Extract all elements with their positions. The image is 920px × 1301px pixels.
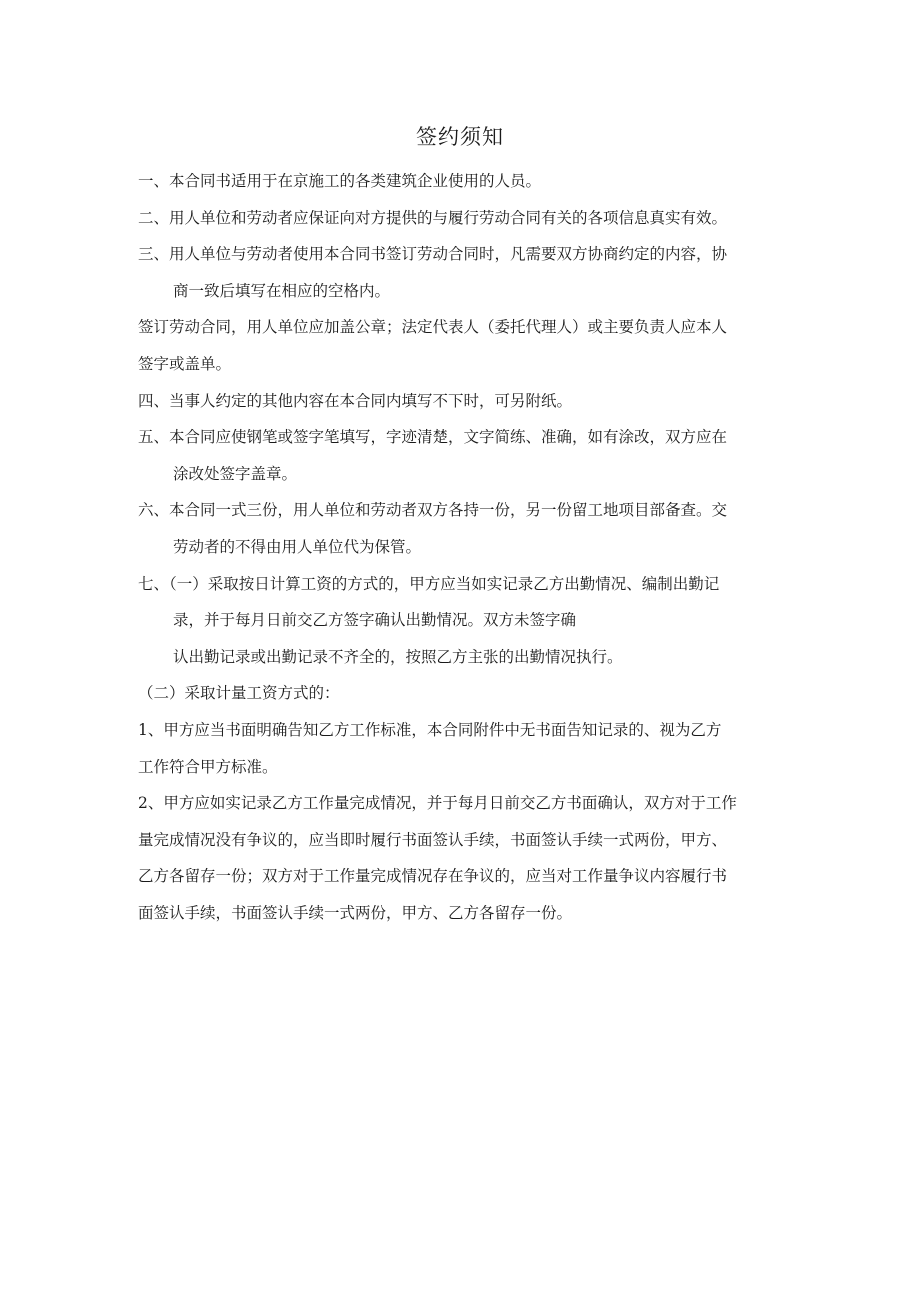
document-line: （二）采取计量工资方式的： [138, 684, 340, 703]
document-line: 录，并于每月日前交乙方签字确认出勤情况。双方未签字确 [173, 611, 577, 630]
document-line: 五、本合同应使钢笔或签字笔填写，字迹清楚，文字简练、准确，如有涂改，双方应在 [138, 428, 728, 447]
document-line: 七、（一）采取按日计算工资的方式的，甲方应当如实记录乙方出勤情况、编制出勤记 [138, 574, 720, 593]
document-line: 三、用人单位与劳动者使用本合同书签订劳动合同时，凡需要双方协商约定的内容，协 [138, 245, 728, 264]
document-line: 商一致后填写在相应的空格内。 [173, 281, 391, 300]
document-line: 认出勤记录或出勤记录不齐全的，按照乙方主张的出勤情况执行。 [173, 647, 623, 666]
document-line: 四、当事人约定的其他内容在本合同内填写不下时，可另附纸。 [138, 391, 573, 410]
document-line: 工作符合甲方标准。 [138, 757, 278, 776]
document-line: 2、甲方应如实记录乙方工作量完成情况，并于每月日前交乙方书面确认，双方对于工作 [138, 794, 737, 813]
document-line: 签字或盖单。 [138, 354, 232, 373]
document-line: 量完成情况没有争议的，应当即时履行书面签认手续，书面签认手续一式两份，甲方、 [138, 830, 728, 849]
document-line: 六、本合同一式三份，用人单位和劳动者双方各持一份，另一份留工地项目部备查。交 [138, 501, 728, 520]
document-line: 签订劳动合同，用人单位应加盖公章；法定代表人（委托代理人）或主要负责人应本人 [138, 318, 728, 337]
document-line: 1、甲方应当书面明确告知乙方工作标准，本合同附件中无书面告知记录的、视为乙方 [138, 720, 722, 739]
document-line: 面签认手续，书面签认手续一式两份，甲方、乙方各留存一份。 [138, 903, 573, 922]
document-line: 劳动者的不得由用人单位代为保管。 [173, 537, 422, 556]
document-body [138, 163, 788, 931]
document-line: 乙方各留存一份；双方对于工作量完成情况存在争议的，应当对工作量争议内容履行书 [138, 867, 728, 886]
document-title: 签约须知 [416, 125, 504, 149]
document-line: 二、用人单位和劳动者应保证向对方提供的与履行劳动合同有关的各项信息真实有效。 [138, 208, 728, 227]
document-line: 一、本合同书适用于在京施工的各类建筑企业使用的人员。 [138, 172, 542, 190]
document-line: 涂改处签字盖章。 [173, 464, 298, 483]
